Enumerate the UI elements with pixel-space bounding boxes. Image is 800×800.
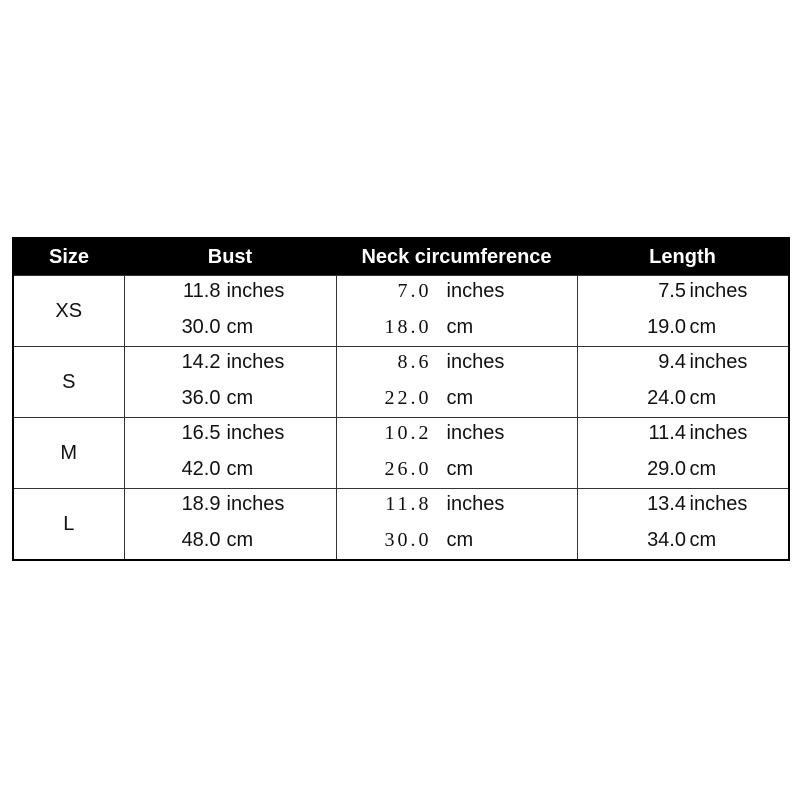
neck-inches-value: 11.8 xyxy=(385,493,432,515)
length-inches-value: 13.4 xyxy=(647,493,686,515)
neck-cell xyxy=(336,489,577,561)
header-size: Size xyxy=(13,238,124,276)
size-chart-table xyxy=(12,237,790,561)
bust-cell xyxy=(124,489,336,561)
neck-cm-value: 22.0 xyxy=(384,387,432,409)
unit-inches-label: inches xyxy=(446,351,505,373)
length-cm-value: 24.0 xyxy=(647,387,686,409)
table-body xyxy=(13,276,789,561)
unit-cm-label: cm xyxy=(226,458,254,480)
header-neck-circumference: Neck circumference xyxy=(336,238,577,276)
size-label: XS xyxy=(55,299,83,322)
length-cell xyxy=(577,489,789,561)
neck-inches-value: 7.0 xyxy=(397,280,432,302)
size-label: S xyxy=(62,370,76,393)
header-row xyxy=(13,238,789,276)
unit-cm-label: cm xyxy=(446,316,474,338)
neck-cm-value: 26.0 xyxy=(384,458,432,480)
neck-cm-value: 30.0 xyxy=(384,529,432,551)
length-inches-value: 9.4 xyxy=(658,351,686,373)
size-cell xyxy=(13,347,124,418)
table-header xyxy=(13,238,789,276)
bust-cm-value: 48.0 xyxy=(181,529,221,551)
table-row xyxy=(13,347,789,418)
unit-cm-label: cm xyxy=(689,387,717,409)
size-label: M xyxy=(60,441,78,464)
unit-inches-label: inches xyxy=(226,422,285,444)
length-cell xyxy=(577,418,789,489)
unit-cm-label: cm xyxy=(689,529,717,551)
unit-inches-label: inches xyxy=(446,280,505,302)
unit-inches-label: inches xyxy=(446,493,505,515)
length-cm-value: 34.0 xyxy=(647,529,686,551)
bust-inches-value: 14.2 xyxy=(181,351,221,373)
unit-inches-label: inches xyxy=(689,422,748,444)
unit-cm-label: cm xyxy=(689,316,717,338)
unit-cm-label: cm xyxy=(446,387,474,409)
table-row xyxy=(13,489,789,561)
unit-cm-label: cm xyxy=(689,458,717,480)
length-inches-value: 7.5 xyxy=(658,280,686,302)
length-inches-value: 11.4 xyxy=(648,422,686,444)
size-cell xyxy=(13,276,124,347)
size-cell xyxy=(13,489,124,561)
neck-cm-value: 18.0 xyxy=(384,316,432,338)
table-row xyxy=(13,418,789,489)
header-length: Length xyxy=(577,238,789,276)
unit-cm-label: cm xyxy=(226,387,254,409)
bust-cell xyxy=(124,418,336,489)
unit-inches-label: inches xyxy=(689,351,748,373)
neck-inches-value: 8.6 xyxy=(397,351,432,373)
bust-cm-value: 42.0 xyxy=(181,458,221,480)
bust-inches-value: 11.8 xyxy=(183,280,221,302)
length-cell xyxy=(577,347,789,418)
neck-inches-value: 10.2 xyxy=(384,422,432,444)
length-cm-value: 19.0 xyxy=(647,316,686,338)
unit-inches-label: inches xyxy=(226,351,285,373)
bust-cell xyxy=(124,276,336,347)
size-label: L xyxy=(63,512,75,535)
unit-inches-label: inches xyxy=(226,280,285,302)
neck-cell xyxy=(336,276,577,347)
unit-cm-label: cm xyxy=(226,316,254,338)
unit-cm-label: cm xyxy=(226,529,254,551)
unit-inches-label: inches xyxy=(446,422,505,444)
bust-cm-value: 30.0 xyxy=(181,316,221,338)
size-cell xyxy=(13,418,124,489)
length-cm-value: 29.0 xyxy=(647,458,686,480)
unit-cm-label: cm xyxy=(446,529,474,551)
unit-cm-label: cm xyxy=(446,458,474,480)
table-row xyxy=(13,276,789,347)
bust-inches-value: 18.9 xyxy=(181,493,221,515)
length-cell xyxy=(577,276,789,347)
bust-inches-value: 16.5 xyxy=(181,422,221,444)
unit-inches-label: inches xyxy=(226,493,285,515)
bust-cell xyxy=(124,347,336,418)
bust-cm-value: 36.0 xyxy=(181,387,221,409)
neck-cell xyxy=(336,418,577,489)
header-bust: Bust xyxy=(124,238,336,276)
neck-cell xyxy=(336,347,577,418)
unit-inches-label: inches xyxy=(689,493,748,515)
unit-inches-label: inches xyxy=(689,280,748,302)
